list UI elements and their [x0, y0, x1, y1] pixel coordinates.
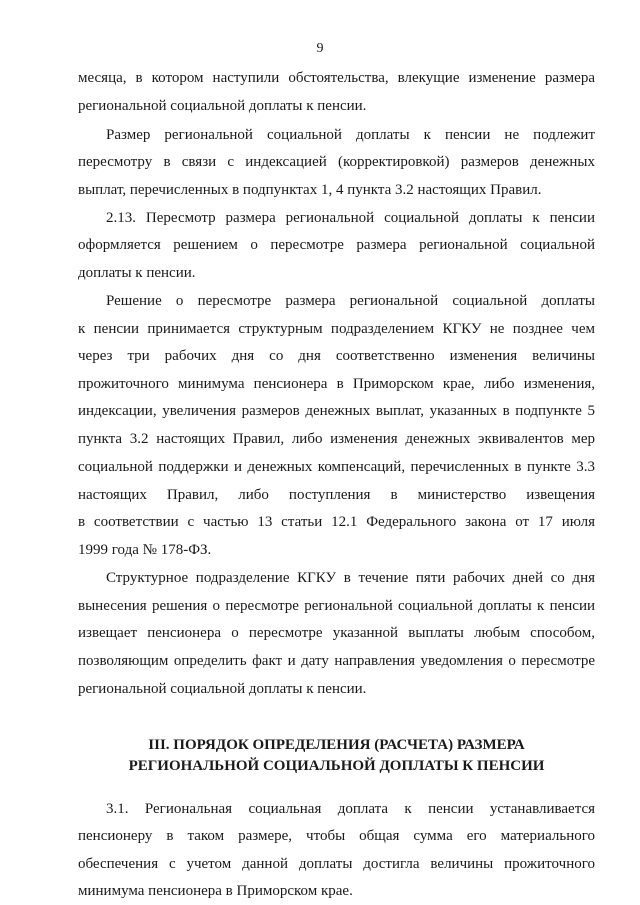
text-line: обеспечения с учетом данной доплаты достигла величины прожиточного — [78, 856, 595, 872]
text-line: через три рабочих дня со дня соответственно изменения величины — [78, 348, 595, 364]
text-line: социальной поддержки и денежных компенсаций, перечисленных в пункте 3.3 — [78, 459, 595, 475]
text-line: 1999 года № 178-ФЗ. — [78, 542, 212, 558]
page-number: 9 — [316, 41, 324, 56]
text-line: региональной социальной доплаты к пенсии. — [78, 98, 367, 114]
text-line: извещает пенсионера о пересмотре указанной выплаты любым способом, — [78, 625, 595, 641]
text-line: к пенсии принимается структурным подразделением КГКУ не позднее чем — [78, 321, 595, 337]
text-line: индексации, увеличения размеров денежных выплат, указанных в подпункте 5 — [78, 403, 595, 419]
text-line: выплат, перечисленных в подпунктах 1, 4 пункта 3.2 настоящих Правил. — [78, 182, 542, 198]
text-line: оформляется решением о пересмотре размера региональной социальной — [78, 237, 595, 253]
text-line: доплаты к пенсии. — [78, 265, 196, 281]
text-line: прожиточного минимума пенсионера в Приморском крае, либо изменения, — [78, 376, 595, 392]
text-line: вынесения решения о пересмотре региональной социальной доплаты к пенсии — [78, 598, 595, 614]
text-line: пенсионеру в таком размере, чтобы общая сумма его материального — [78, 828, 595, 844]
text-line: Решение о пересмотре размера региональной социальной доплаты — [106, 293, 595, 309]
text-line: Структурное подразделение КГКУ в течение пяти рабочих дней со дня — [106, 570, 595, 586]
text-line: 2.13. Пересмотр размера региональной социальной доплаты к пенсии — [106, 210, 595, 226]
section-heading: III. ПОРЯДОК ОПРЕДЕЛЕНИЯ (РАСЧЕТА) РАЗМЕРА — [148, 737, 525, 753]
text-line: позволяющим определить факт и дату направления уведомления о пересмотре — [78, 653, 595, 669]
text-line: Размер региональной социальной доплаты к пенсии не подлежит — [106, 127, 595, 143]
text-line: региональной социальной доплаты к пенсии. — [78, 681, 367, 697]
section-heading: РЕГИОНАЛЬНОЙ СОЦИАЛЬНОЙ ДОПЛАТЫ К ПЕНСИИ — [128, 758, 545, 774]
text-line: минимума пенсионера в Приморском крае. — [78, 883, 353, 899]
text-line: 3.1. Региональная социальная доплата к пенсии устанавливается — [106, 801, 595, 817]
text-line: пункта 3.2 настоящих Правил, либо изменения денежных эквивалентов мер — [78, 431, 595, 447]
text-line: месяца, в котором наступили обстоятельства, влекущие изменение размера — [78, 70, 595, 86]
text-line: пересмотру в связи с индексацией (корректировкой) размеров денежных — [78, 154, 595, 170]
text-line: в соответствии с частью 13 статьи 12.1 Федерального закона от 17 июля — [78, 514, 595, 530]
text-line: настоящих Правил, либо поступления в министерство извещения — [78, 487, 595, 503]
